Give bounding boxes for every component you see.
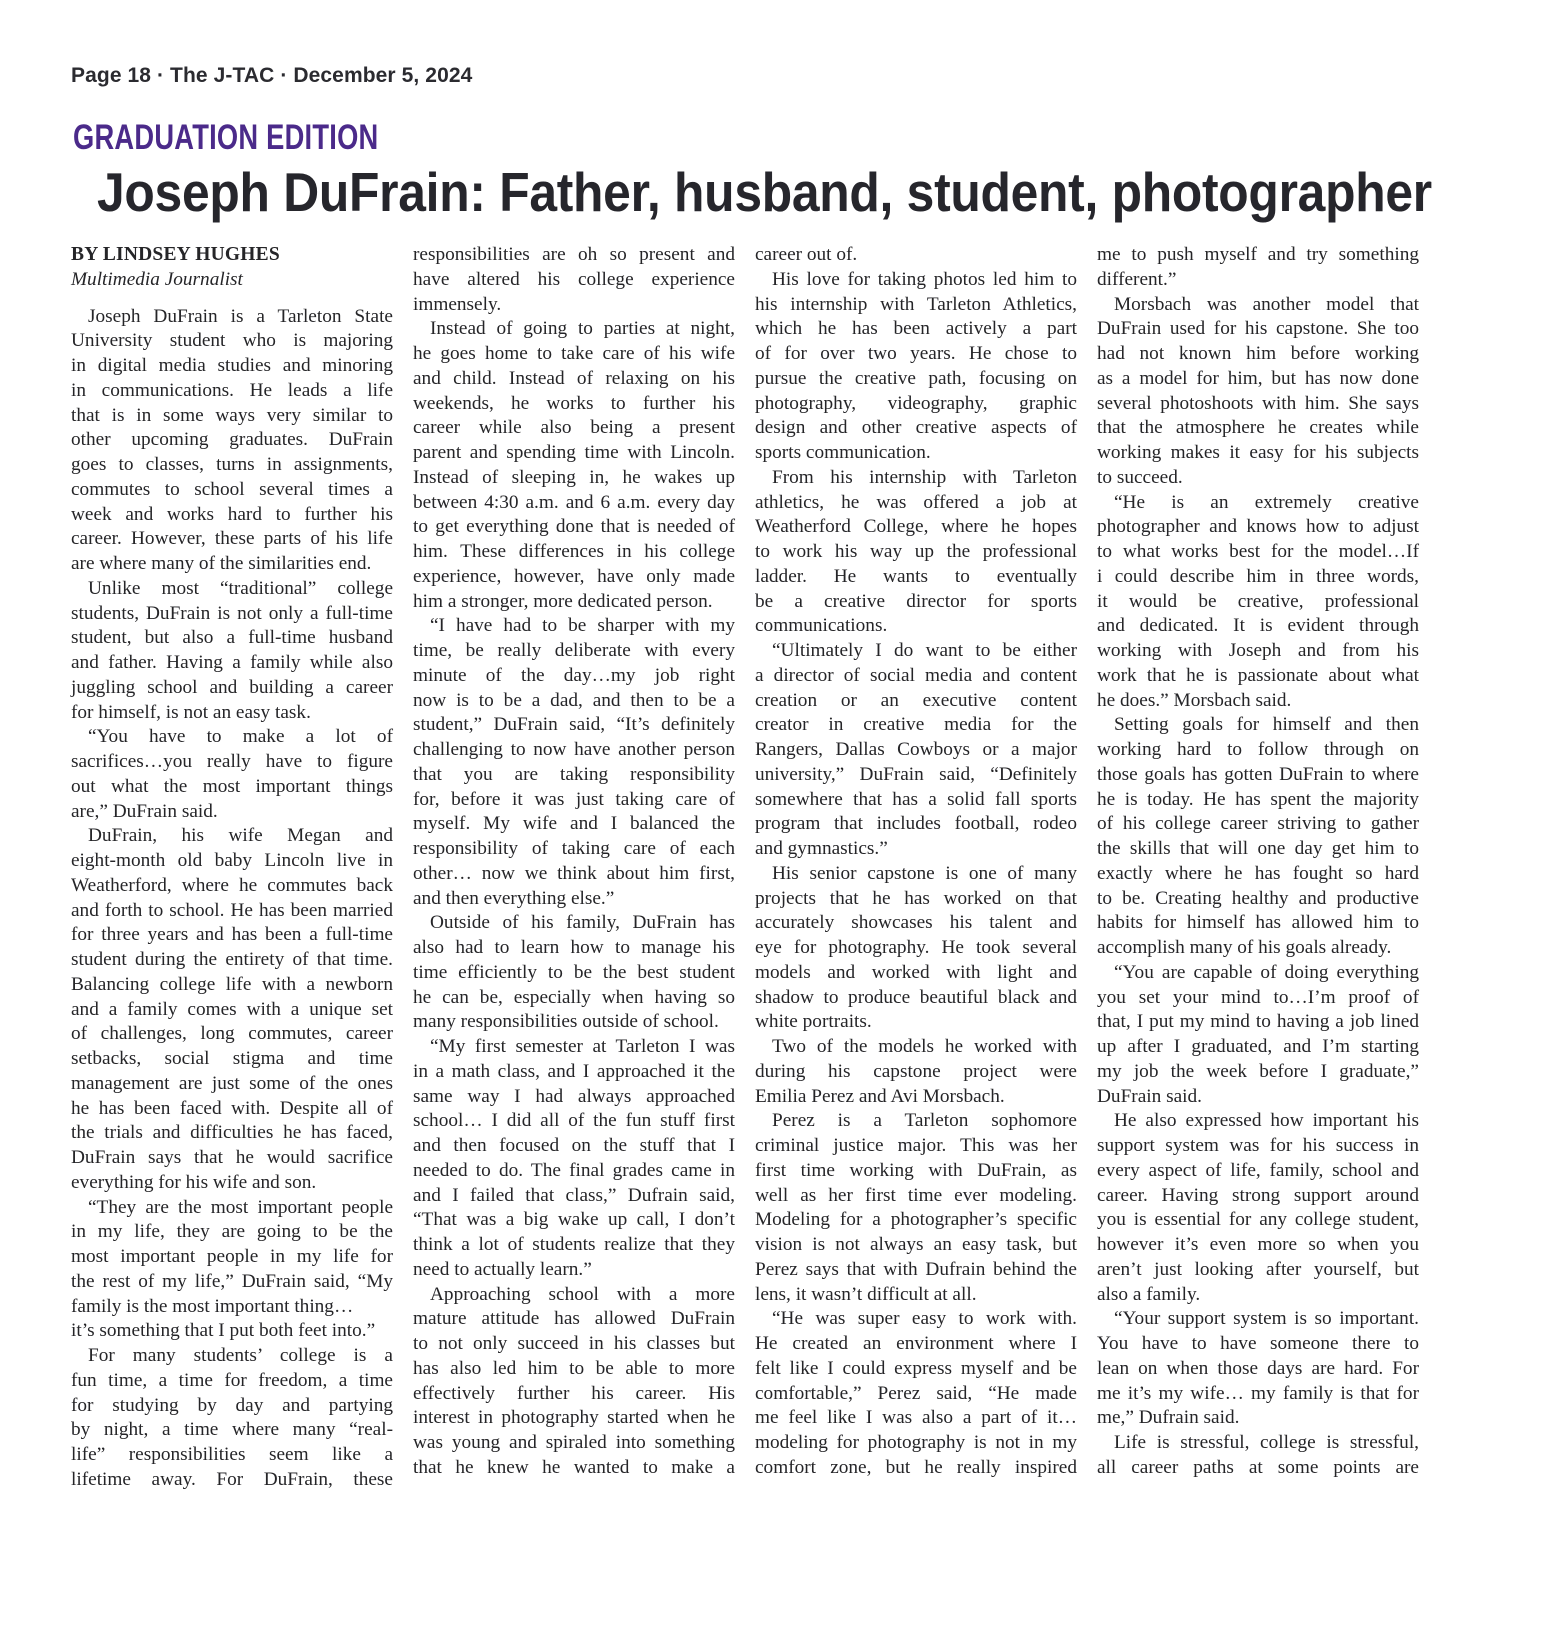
text-line: juggling school and building a career bbox=[71, 676, 393, 698]
text-line: setbacks, social stigma and time bbox=[71, 1048, 393, 1069]
text-line: “My first semester at Tarleton I was bbox=[430, 1036, 735, 1057]
text-line: “Ultimately I do want to be either bbox=[772, 640, 1077, 661]
text-line: He also expressed how important his bbox=[1114, 1110, 1419, 1132]
text-line: His senior capstone is one of many bbox=[772, 862, 1077, 884]
article-column-3 bbox=[755, 243, 1077, 1481]
text-line: other… now we think about him first, bbox=[413, 862, 735, 884]
text-line: however it’s even more so when you bbox=[1097, 1234, 1419, 1255]
text-line: student, but also a full-time husband bbox=[71, 627, 393, 649]
text-line: to what works best for the model…If bbox=[1097, 541, 1419, 562]
text-line: lens, it wasn’t difficult at all. bbox=[755, 1283, 977, 1305]
text-line: eye for photography. He took several bbox=[755, 937, 1077, 958]
text-line: need to actually learn.” bbox=[413, 1258, 592, 1280]
text-line: week and works hard to further his bbox=[71, 503, 393, 525]
text-line: communications. bbox=[755, 615, 888, 637]
text-line: projects that he has worked on that bbox=[755, 887, 1077, 909]
text-line: in a math class, and I approached it the bbox=[413, 1060, 735, 1082]
text-line: DuFrain said. bbox=[1097, 1085, 1202, 1107]
text-line: modeling for photography is not in my bbox=[755, 1432, 1077, 1453]
text-line: had not known him before working bbox=[1097, 343, 1419, 364]
text-line: immensely. bbox=[413, 293, 502, 315]
text-line: same way I had always approached bbox=[413, 1085, 735, 1107]
text-line: felt like I could express myself and be bbox=[755, 1357, 1077, 1379]
text-line: photographer and knows how to adjust bbox=[1097, 516, 1419, 538]
text-line: he is today. He has spent the majority bbox=[1097, 788, 1419, 810]
text-line: His love for taking photos led him to bbox=[772, 268, 1077, 290]
text-line: working makes it easy for his subjects bbox=[1097, 442, 1419, 463]
text-line: interest in photography started when he bbox=[413, 1407, 735, 1429]
text-line: me feel like I was also a part of it… bbox=[755, 1407, 1077, 1429]
text-line: first time working with DuFrain, as bbox=[755, 1159, 1077, 1181]
text-line: ladder. He wants to eventually bbox=[755, 565, 1077, 587]
text-line: responsibility of taking care of each bbox=[413, 838, 735, 859]
text-line: also a family. bbox=[1097, 1283, 1201, 1305]
text-line: during his capstone project were bbox=[755, 1060, 1077, 1082]
text-line: goes to classes, turns in assignments, bbox=[71, 454, 393, 475]
text-line: and then focused on the stuff that I bbox=[413, 1135, 735, 1156]
article-column-1 bbox=[71, 243, 393, 1493]
text-line: me it’s my wife… my family is that for bbox=[1097, 1382, 1419, 1404]
text-line: him a stronger, more dedicated person. bbox=[413, 590, 713, 612]
text-line: shadow to produce beautiful black and bbox=[755, 986, 1077, 1008]
text-line: the rest of my life,” DuFrain said, “My bbox=[71, 1270, 393, 1292]
text-line: also had to learn how to manage his bbox=[413, 937, 735, 958]
text-line: that the atmosphere he creates while bbox=[1097, 417, 1419, 439]
text-line: life” responsibilities seem like a bbox=[71, 1444, 393, 1465]
text-line: family is the most important thing… bbox=[71, 1295, 354, 1317]
text-line: needed to do. The final grades came in bbox=[413, 1159, 735, 1181]
text-line: every aspect of life, family, school and bbox=[1097, 1159, 1419, 1181]
text-line: University student who is majoring bbox=[71, 330, 393, 352]
text-line: he can be, especially when having so bbox=[413, 986, 735, 1008]
text-line: pursue the creative path, focusing on bbox=[755, 367, 1077, 389]
column-body bbox=[71, 305, 393, 1493]
text-line: vision is not always an easy task, but bbox=[755, 1234, 1077, 1255]
text-line: of for over two years. He chose to bbox=[755, 343, 1077, 364]
text-line: responsibilities are oh so present and bbox=[413, 244, 735, 265]
text-line: athletics, he was offered a job at bbox=[755, 491, 1077, 513]
text-line: to be. Creating healthy and productive bbox=[1097, 887, 1419, 909]
text-line: Two of the models he worked with bbox=[772, 1036, 1077, 1057]
text-line: school… I did all of the fun stuff first bbox=[413, 1110, 735, 1132]
text-line: Perez says that with Dufrain behind the bbox=[755, 1258, 1077, 1280]
text-line: which he has been actively a part bbox=[755, 318, 1077, 340]
byline-author: BY LINDSEY HUGHES bbox=[71, 244, 280, 265]
text-line: that you are taking responsibility bbox=[413, 763, 735, 785]
text-line: everything for his wife and son. bbox=[71, 1171, 317, 1193]
text-line: students, DuFrain is not only a full-time bbox=[71, 602, 393, 624]
text-line: for three years and has been a full-time bbox=[71, 924, 393, 946]
text-line: to get everything done that is needed of bbox=[413, 516, 735, 538]
text-line: “You are capable of doing everything bbox=[1114, 961, 1419, 983]
text-line: in communications. He leads a life bbox=[71, 379, 393, 401]
text-line: DuFrain says that he would sacrifice bbox=[71, 1147, 393, 1168]
text-line: for himself, is not an easy task. bbox=[71, 701, 311, 723]
text-line: many responsibilities outside of school. bbox=[413, 1011, 719, 1033]
text-line: “Your support system is so important. bbox=[1114, 1308, 1419, 1330]
text-line: out what the most important things bbox=[71, 775, 393, 797]
text-line: several photoshoots with him. She says bbox=[1097, 392, 1419, 414]
text-line: and dedicated. It is evident through bbox=[1097, 615, 1419, 637]
text-line: Balancing college life with a newborn bbox=[71, 973, 393, 995]
text-line: it’s something that I put both feet into.” bbox=[71, 1320, 376, 1342]
text-line: weekends, he works to further his bbox=[413, 392, 735, 414]
text-line: me,” Dufrain said. bbox=[1097, 1407, 1240, 1429]
text-line: sports communication. bbox=[755, 442, 931, 463]
article-column-2 bbox=[413, 243, 735, 1481]
text-line: of his college career striving to gather bbox=[1097, 813, 1419, 835]
text-line: commutes to school several times a bbox=[71, 478, 393, 500]
text-line: my job the week before I graduate,” bbox=[1097, 1060, 1419, 1082]
text-line: parent and spending time with Lincoln. bbox=[413, 442, 735, 463]
text-line: photography, videography, graphic bbox=[755, 392, 1077, 414]
text-line: in my life, they are going to be the bbox=[71, 1221, 393, 1243]
text-line: comfort zone, but he really inspired bbox=[755, 1456, 1077, 1478]
text-line: Approaching school with a more bbox=[430, 1283, 735, 1305]
text-line: to succeed. bbox=[1097, 466, 1183, 488]
text-line: of challenges, long commutes, career bbox=[71, 1023, 393, 1045]
text-line: by night, a time where many “real- bbox=[71, 1419, 393, 1441]
text-line: Perez is a Tarleton sophomore bbox=[772, 1110, 1077, 1132]
text-line: career while also being a present bbox=[413, 417, 735, 439]
text-line: time, be really deliberate with every bbox=[413, 640, 735, 661]
text-line: has also led him to be able to more bbox=[413, 1357, 735, 1379]
byline-gap bbox=[71, 293, 393, 305]
text-line: career. Having strong support around bbox=[1097, 1184, 1419, 1206]
text-line: From his internship with Tarleton bbox=[772, 466, 1077, 488]
text-line: he goes home to take care of his wife bbox=[413, 343, 735, 364]
text-line: effectively further his career. His bbox=[413, 1382, 735, 1404]
text-line: career. However, these parts of his life bbox=[71, 528, 393, 550]
text-line: support system was for his success in bbox=[1097, 1135, 1419, 1156]
text-line: creator in creative media for the bbox=[755, 714, 1077, 736]
text-line: between 4:30 a.m. and 6 a.m. every day bbox=[413, 491, 735, 513]
text-line: him. These differences in his college bbox=[413, 541, 735, 562]
text-line: DuFrain used for his capstone. She too bbox=[1097, 318, 1419, 340]
text-line: to not only succeed in his classes but bbox=[413, 1333, 735, 1354]
text-line: Weatherford College, where he hopes bbox=[755, 516, 1077, 538]
text-line: his internship with Tarleton Athletics, bbox=[755, 293, 1077, 315]
text-line: think a lot of students realize that they bbox=[413, 1234, 735, 1255]
text-line: and forth to school. He has been married bbox=[71, 899, 393, 921]
text-line: working with Joseph and from his bbox=[1097, 640, 1419, 661]
byline-role: Multimedia Journalist bbox=[71, 268, 243, 290]
text-line: Joseph DuFrain is a Tarleton State bbox=[88, 305, 393, 327]
text-line: Instead of going to parties at night, bbox=[430, 318, 735, 340]
text-line: that, I put my mind to having a job lined bbox=[1097, 1011, 1419, 1033]
text-line: models and worked with light and bbox=[755, 961, 1077, 983]
text-line: Rangers, Dallas Cowboys or a major bbox=[755, 739, 1077, 760]
text-line: most important people in my life for bbox=[71, 1246, 393, 1267]
text-line: in digital media studies and minoring bbox=[71, 355, 393, 376]
text-line: and father. Having a family while also bbox=[71, 652, 393, 673]
text-line: different.” bbox=[1097, 268, 1177, 290]
text-line: working hard to follow through on bbox=[1097, 739, 1419, 760]
text-line: habits for himself has allowed him to bbox=[1097, 912, 1419, 934]
text-line: “I have had to be sharper with my bbox=[430, 615, 735, 637]
text-line: criminal justice major. This was her bbox=[755, 1135, 1077, 1156]
text-line: was young and spiraled into something bbox=[413, 1432, 735, 1453]
text-line: you set your mind to…I’m proof of bbox=[1097, 986, 1419, 1008]
text-line: Instead of sleeping in, he wakes up bbox=[413, 466, 735, 488]
text-line: university,” DuFrain said, “Definitely bbox=[755, 763, 1077, 785]
text-line: it would be creative, professional bbox=[1097, 590, 1419, 612]
text-line: design and other creative aspects of bbox=[755, 417, 1077, 439]
text-line: “You have to make a lot of bbox=[88, 726, 393, 748]
text-line: and I failed that class,” Dufrain said, bbox=[413, 1184, 735, 1206]
text-line: time efficiently to be the best student bbox=[413, 961, 735, 983]
text-line: and child. Instead of relaxing on his bbox=[413, 367, 735, 389]
text-line: for, before it was just taking care of bbox=[413, 788, 735, 810]
text-line: DuFrain, his wife Megan and bbox=[88, 825, 393, 847]
text-line: he does.” Morsbach said. bbox=[1097, 689, 1292, 711]
text-line: student during the entirety of that time. bbox=[71, 949, 393, 970]
text-line: He created an environment where I bbox=[755, 1333, 1077, 1354]
text-line: fun time, a time for freedom, a time bbox=[71, 1369, 393, 1391]
text-line: accomplish many of his goals already. bbox=[1097, 937, 1392, 958]
text-line: mature attitude has allowed DuFrain bbox=[413, 1308, 735, 1330]
text-line: program that includes football, rodeo bbox=[755, 813, 1077, 835]
text-line: a director of social media and content bbox=[755, 664, 1077, 686]
text-line: the skills that will one day get him to bbox=[1097, 838, 1419, 859]
text-line: Outside of his family, DuFrain has bbox=[430, 912, 735, 934]
text-line: “That was a big wake up call, I don’t bbox=[413, 1209, 735, 1231]
text-line: you is essential for any college student, bbox=[1097, 1209, 1419, 1231]
text-line: those goals has gotten DuFrain to where bbox=[1097, 763, 1419, 785]
text-line: student,” DuFrain said, “It’s definitely bbox=[413, 714, 735, 736]
text-line: For many students’ college is a bbox=[88, 1345, 393, 1366]
text-line: as a model for him, but has now done bbox=[1097, 367, 1419, 389]
text-line: lifetime away. For DuFrain, these bbox=[71, 1468, 393, 1490]
text-line: now is to be a dad, and then to be a bbox=[413, 689, 735, 711]
text-line: have altered his college experience bbox=[413, 268, 735, 290]
text-line: lean on when those days are hard. For bbox=[1097, 1357, 1419, 1379]
text-line: accurately showcases his talent and bbox=[755, 912, 1077, 934]
text-line: You have to have someone there to bbox=[1097, 1333, 1419, 1354]
text-line: sacrifices…you really have to figure bbox=[71, 751, 393, 772]
page-folio: Page 18 · The J-TAC · December 5, 2024 bbox=[71, 64, 473, 87]
text-line: i could describe him in three words, bbox=[1097, 565, 1419, 587]
text-line: all career paths at some points are bbox=[1097, 1456, 1419, 1478]
section-kicker: GRADUATION EDITION bbox=[73, 118, 379, 157]
text-line: that is in some ways very similar to bbox=[71, 404, 393, 426]
text-line: and gymnastics.” bbox=[755, 838, 888, 859]
text-line: and a family comes with a unique set bbox=[71, 998, 393, 1020]
text-line: work that he is passionate about what bbox=[1097, 664, 1419, 686]
text-line: minute of the day…my job right bbox=[413, 664, 735, 686]
text-line: me to push myself and try something bbox=[1097, 244, 1419, 265]
text-line: are,” DuFrain said. bbox=[71, 800, 218, 822]
text-line: he has been faced with. Despite all of bbox=[71, 1097, 393, 1119]
text-line: exactly where he has fought so hard bbox=[1097, 862, 1419, 884]
text-line: Weatherford, where he commutes back bbox=[71, 874, 393, 896]
text-line: that he knew he wanted to make a bbox=[413, 1456, 735, 1478]
column-body bbox=[1097, 243, 1419, 1481]
article-column-4 bbox=[1097, 243, 1419, 1481]
text-line: myself. My wife and I balanced the bbox=[413, 813, 735, 835]
text-line: “He is an extremely creative bbox=[1114, 491, 1419, 513]
text-line: well as her first time ever modeling. bbox=[755, 1184, 1077, 1206]
text-line: creation or an executive content bbox=[755, 689, 1077, 711]
text-line: Unlike most “traditional” college bbox=[88, 577, 393, 599]
text-line: for studying by day and partying bbox=[71, 1394, 393, 1416]
text-line: “They are the most important people bbox=[88, 1196, 393, 1218]
text-line: eight-month old baby Lincoln live in bbox=[71, 850, 393, 871]
text-line: white portraits. bbox=[755, 1011, 872, 1033]
text-line: are where many of the similarities end. bbox=[71, 553, 372, 574]
text-line: aren’t just looking after yourself, but bbox=[1097, 1258, 1419, 1280]
text-line: Morsbach was another model that bbox=[1114, 293, 1419, 315]
text-line: career out of. bbox=[755, 244, 858, 265]
text-line: Life is stressful, college is stressful, bbox=[1114, 1432, 1419, 1453]
text-line: other upcoming graduates. DuFrain bbox=[71, 429, 393, 451]
text-line: up after I graduated, and I’m starting bbox=[1097, 1036, 1419, 1057]
text-line: experience, however, have only made bbox=[413, 565, 735, 587]
text-line: Emilia Perez and Avi Morsbach. bbox=[755, 1085, 1005, 1107]
text-line: challenging to now have another person bbox=[413, 739, 735, 760]
column-body bbox=[755, 243, 1077, 1481]
text-line: Modeling for a photographer’s specific bbox=[755, 1209, 1077, 1231]
text-line: management are just some of the ones bbox=[71, 1072, 393, 1094]
column-body bbox=[413, 243, 735, 1481]
text-line: be a creative director for sports bbox=[755, 590, 1077, 612]
text-line: “He was super easy to work with. bbox=[772, 1308, 1077, 1330]
headline: Joseph DuFrain: Father, husband, student, photographer bbox=[97, 161, 1432, 223]
text-line: and then everything else.” bbox=[413, 887, 615, 909]
text-line: Setting goals for himself and then bbox=[1114, 714, 1419, 736]
text-line: comfortable,” Perez said, “He made bbox=[755, 1382, 1077, 1404]
text-line: the trials and difficulties he has faced, bbox=[71, 1122, 393, 1144]
text-line: to work his way up the professional bbox=[755, 541, 1077, 562]
text-line: somewhere that has a solid fall sports bbox=[755, 788, 1077, 810]
